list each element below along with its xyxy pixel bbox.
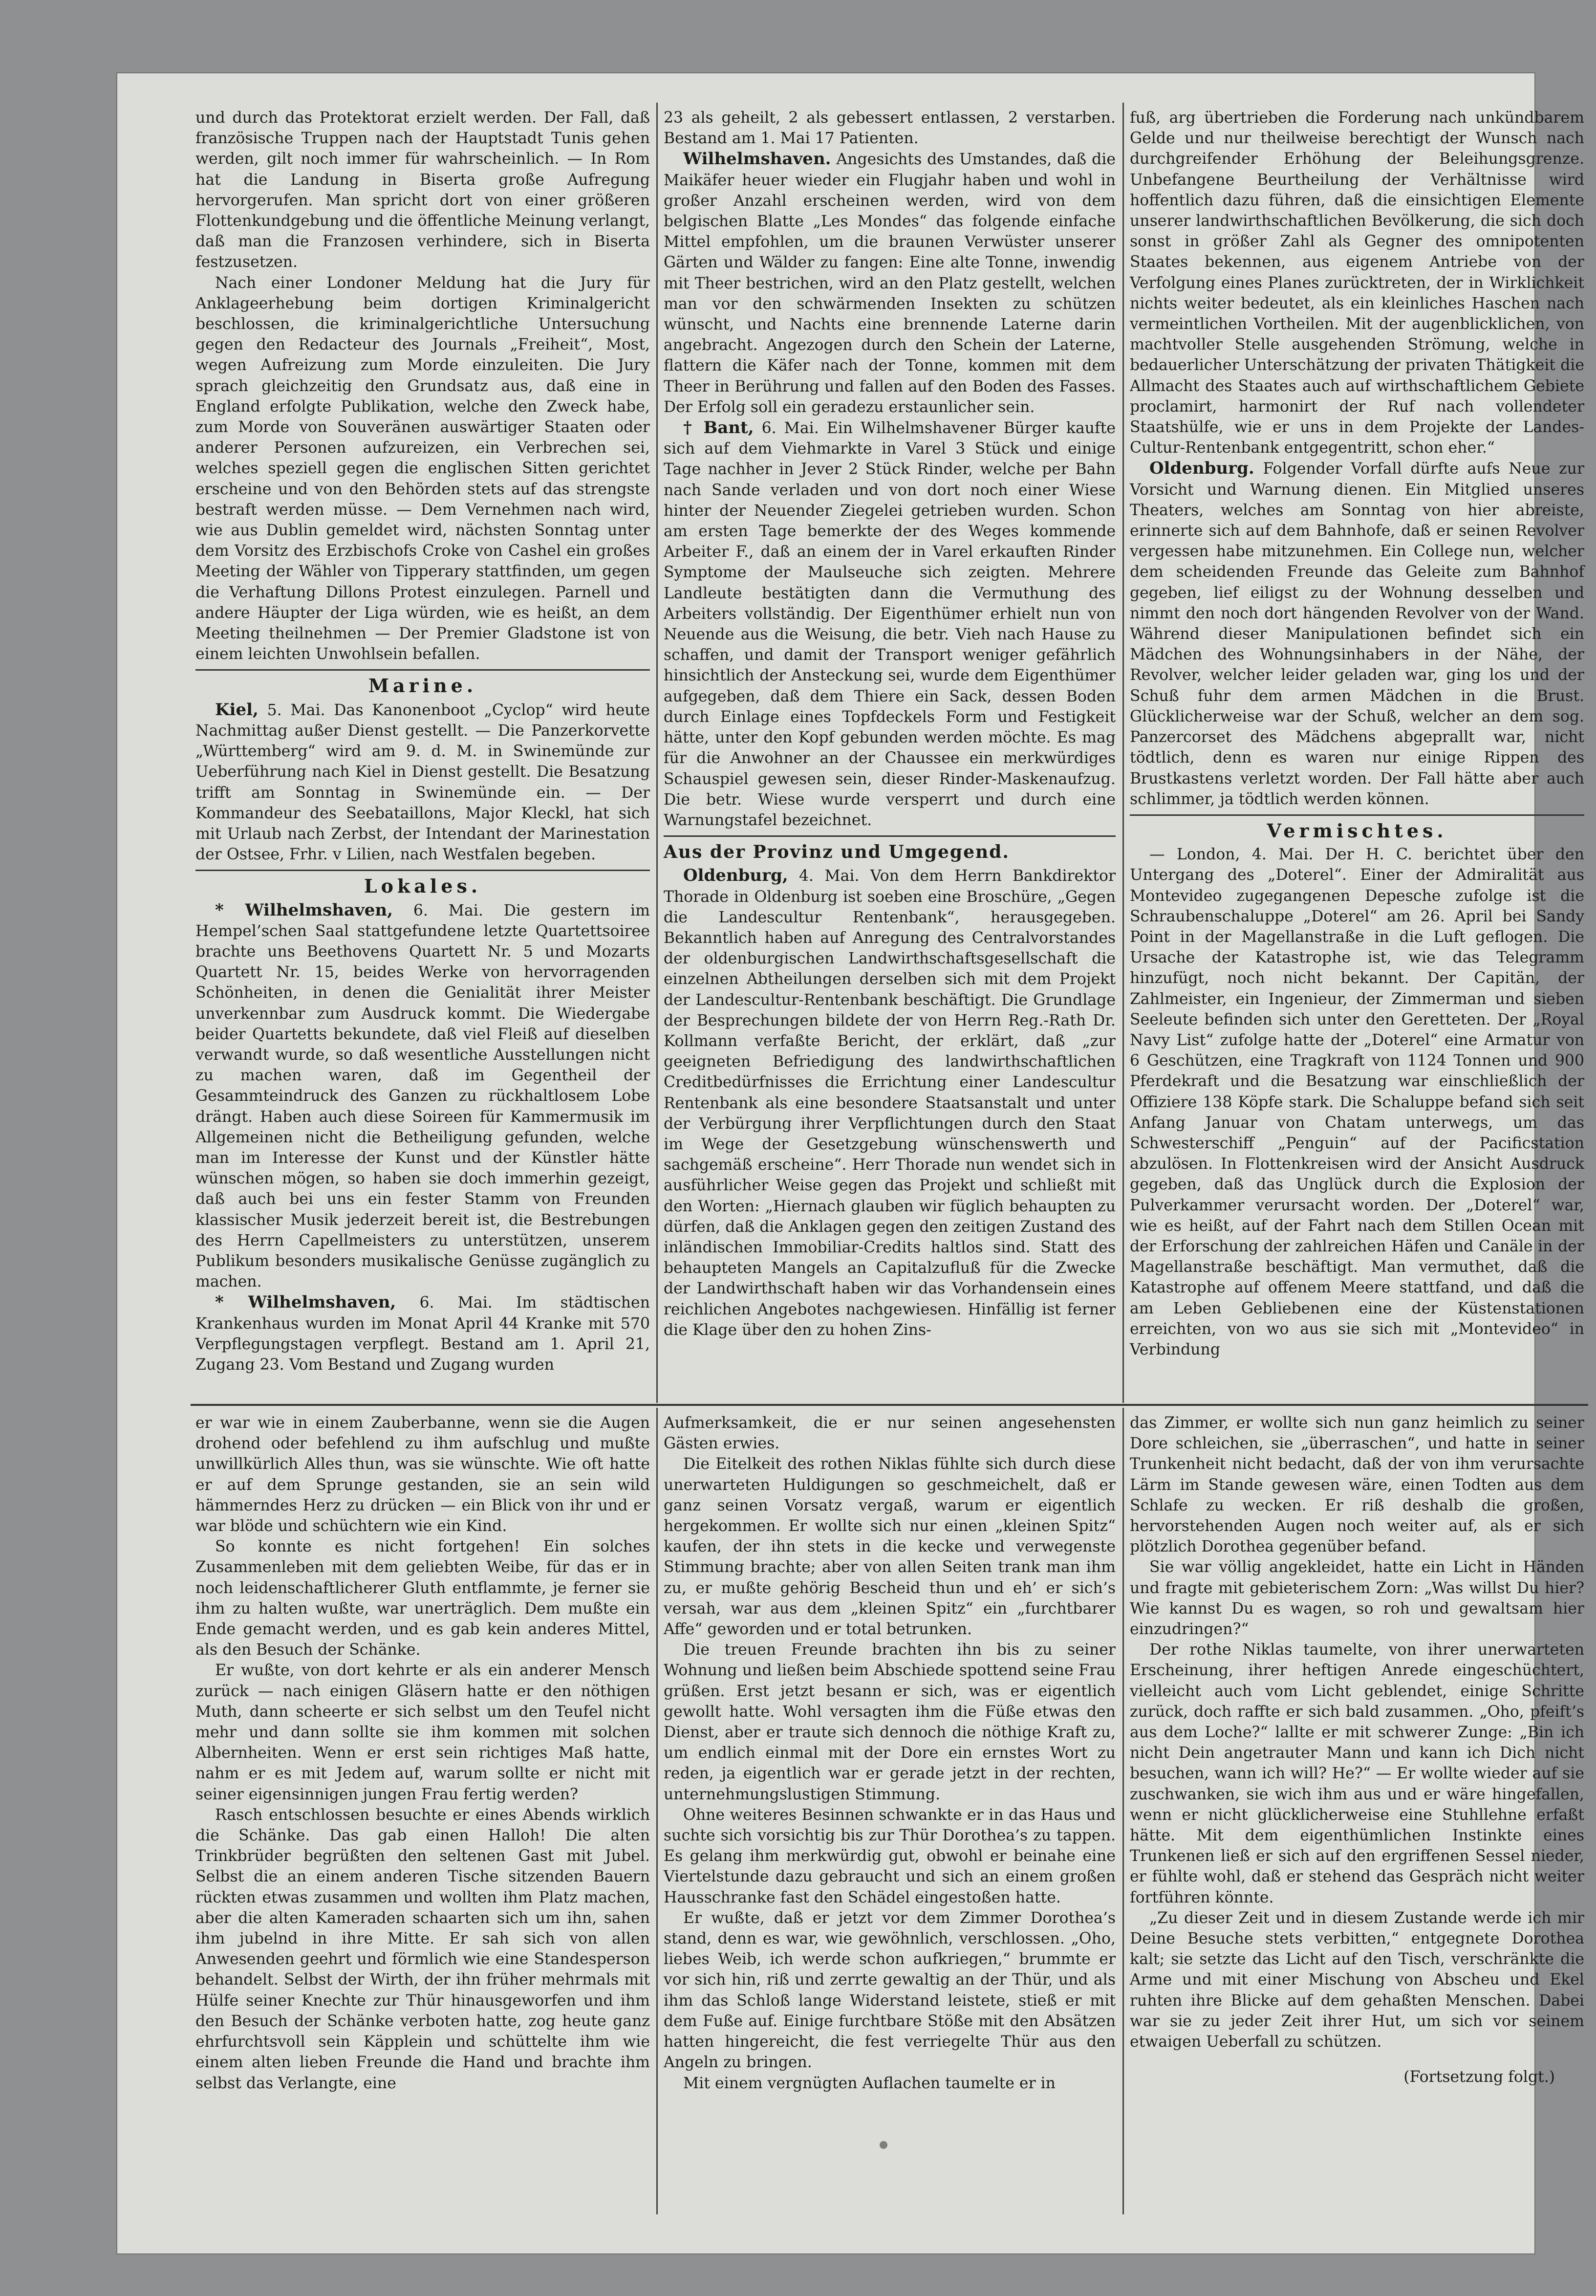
dateline-wilhelmshaven: * Wilhelmshaven,: [215, 1292, 396, 1312]
feuilleton-paragraph: Rasch entschlossen besuchte er eines Abends wirklich die Schänke. Das gab einen Halloh! Die alten Trinkbrüder begrüßten den seltenen Gast mit Jubel. Selbst die an einem anderen Tische sitzenden Bauern rückten etwas zusammen und wollten ihm Platz machen, aber die alten Kameraden schaarten sich um ihn, sahen ihm jubelnd in ihre Mitte. Er sah sich von allen Anwesenden geehrt und förmlich wie eine Standesperson behandelt. Selbst der Wirth, der ihn früher mehrmals mit Hülfe seiner Knechte zur Thür hinausgeworfen und ihm den Besuch der Schänke verboten hatte, zog heute ganz ehrfurchtsvoll sein Käpplein und schüttelte ihm wie einem alten lieben Freunde die Hand und brachte ihm selbst das Verlangte, eine: [195, 1806, 650, 2092]
article-rentenbank: [664, 865, 1116, 1340]
article-rentenbank-text: 4. Mai. Von dem Herrn Bankdirektor Thorade in Oldenburg ist soeben eine Broschüre, „Gegen die Landescultur Rentenbank“, herausgegeben. Bekanntlich haben auf Anregung des Centralvorstandes der oldenburgischen Landwirthschaftsgesellschaft die einzelnen Abtheilungen derselben sich mit dem Projekt der Landescultur-Rentenbank beschäftigt. Die Grundlage der Besprechungen bildete der von Herrn Reg.-Rath Dr. Kollmann verfaßte Bericht, der erklärt, daß „zur geeigneten Befriedigung des landwirthschaftlichen Creditbedürfnisses die Errichtung einer Landescultur Rentenbank als eine besondere Staatsanstalt und unter der Verbürgung ihrer Verpflichtungen durch den Staat im Wege der Gesetzgebung wünschenswerth und sachgemäß erscheine“. Herr Thorade nun wendet sich in ausführlicher Weise gegen das Projekt und schließt mit den Worten: „Hiernach glauben wir füglich behaupten zu dürfen, daß die Anklagen gegen den zeitigen Zustand des inländischen Immobiliar-Credits haltlos sind. Statt des behaupteten Mangels an Capitalzufluß für die Zwecke der Landwirthschaft haben wir das Vorhandensein eines reichlichen Angebotes nachgewiesen. Hinfällig ist ferner die Klage über den zu hohen Zins-: [664, 867, 1116, 1339]
dateline-oldenburg: Oldenburg,: [683, 866, 788, 886]
dateline-kiel: Kiel,: [215, 700, 259, 720]
feuilleton-paragraph: So konnte es nicht fortgehen! Ein solches Zusammenleben mit dem geliebten Weibe, für das er in noch leidenschaftlicherer Gluth entflammte, je ferner sie ihm zu halten wußte, war unerträglich. Dem mußte ein Ende gemacht werden, und es gab kein anderes Mittel, als den Besuch der Schänke.: [195, 1538, 650, 1659]
feuilleton-paragraph: Die treuen Freunde brachten ihn bis zu seiner Wohnung und ließen beim Abschiede spottend seine Frau grüßen. Erst jetzt besann er sich, was er eigentlich gewollt hatte. Wohl versagten ihm die Füße etwas den Dienst, aber er traute sich dennoch die nöthige Kraft zu, um endlich einmal mit der Dore ein ernstes Wort zu reden, ja eigentlich war er gerade jetzt in der rechten, unternehmungslustigen Stimmung.: [664, 1641, 1116, 1803]
feuilleton-paragraph: Aufmerksamkeit, die er nur seinen angesehensten Gästen erwies.: [664, 1414, 1116, 1453]
article-bant: [664, 417, 1116, 831]
article-krankenhaus: [195, 1292, 650, 1375]
article-revolver-text: Folgender Vorfall dürfte aufs Neue zur Vorsicht und Warnung dienen. Ein Mitglied unseres Theaters, welches am Sonntag von hier abreiste, erinnerte sich auf dem Bahnhofe, daß er seinen Revolver vergessen habe mitzunehmen. Ein College nun, welcher dem scheidenden Freunde das Geleite zum Bahnhof gegeben, lief eiligst zu der Wohnung desselben und nimmt den noch dort hängenden Revolver von der Wand. Während dieser Manipulationen befindet sich ein Mädchen des Wohnungsinhabers in der Nähe, der Revolver, welcher leider geladen war, ging los und der Schuß fuhr dem armen Mädchen in die Brust. Glücklicherweise war der Schuß, welcher an dem sog. Panzercorset des Mädchens abgeprallt war, nicht tödtlich, denn es waren nur einige Rippen des Brustkastens verletzt worden. Der Fall hätte aber auch schlimmer, ja tödtlich werden können.: [1130, 460, 1584, 808]
article-krankenhaus-text: 6. Mai. Im städtischen Krankenhaus wurden im Monat April 44 Kranke mit 570 Verpflegungstagen verpflegt. Bestand am 1. April 21, Zugang 23. Vom Bestand und Zugang wurden: [195, 1294, 650, 1374]
article-quartettsoiree: [195, 900, 650, 1292]
feuilleton-paragraph: das Zimmer, er wollte sich nun ganz heimlich zu seiner Dore schleichen, sie „überraschen“, und hatte in seiner Trunkenheit nicht bedacht, daß der von ihm verursachte Lärm im Stande gewesen wäre, einen Todten aus dem Schlafe zu wecken. Er riß deshalb die großen, hervorstehenden Augen noch weiter auf, als er sich plötzlich Dorothea gegenüber befand.: [1130, 1414, 1584, 1556]
section-heading-vermischtes: Vermischtes.: [1267, 819, 1447, 842]
column-1-news: [195, 108, 650, 1375]
article-london-jury: Nach einer Londoner Meldung hat die Jury für Anklageerhebung beim dortigen Kriminalgericht beschlossen, die kriminalgerichtliche Untersuchung gegen den Redacteur des Journals „Freiheit“, Most, wegen Aufreizung zum Morde einzuleiten. Die Jury sprach gleichzeitig den Grundsatz aus, daß eine in England erfolgte Publikation, welche den Zweck habe, zum Morde von Souveränen auswärtiger Staaten oder anderer Personen aufzureizen, ein Verbrechen sei, welches speziell gegen die englischen Sitten gerichtet erscheine und von den Behörden stets auf das strengste bestraft werden müsse. — Dem Vernehmen nach wird, wie aus Dublin gemeldet wird, nächsten Sonntag unter dem Vorsitz des Erzbischofs Croke von Cashel ein großes Meeting der Wähler von Tipperary stattfinden, um gegen die Verhaftung Dillons Protest einzulegen. Parnell und andere Häupter der Liga würden, wie es heißt, an dem Meeting theilnehmen — Der Premier Gladstone ist von einem leichten Unwohlsein befallen.: [195, 274, 650, 663]
article-krankenhaus-continued: 23 als geheilt, 2 als gebessert entlassen, 2 verstarben. Bestand am 1. Mai 17 Patienten.: [664, 109, 1116, 148]
newspaper-page: [117, 73, 1584, 2253]
feuilleton-paragraph: „Zu dieser Zeit und in diesem Zustande werde ich mir Deine Besuche stets verbitten,“ entgegnete Dorothea kalt; sie setzte das Licht auf den Tisch, verschränkte die Arme und mit einer Mischung von Abscheu und Ekel ruhten ihre Blicke auf dem gehaßten Menschen. Dabei war sie zu jeder Zeit ihrer Hut, um sich vor seinem etwaigen Ueberfall zu schützen.: [1130, 1909, 1584, 2051]
article-quartettsoiree-text: 6. Mai. Die gestern im Hempel’schen Saal stattgefundene letzte Quartettsoiree brachte uns Beethovens Quartett Nr. 5 und Mozarts Quartett Nr. 15, beides Werke von hervorragenden Schönheiten, in denen die Genialität ihrer Meister unverkennbar zum Ausdruck kommt. Die Wiedergabe beider Quartetts bekundete, daß viel Fleiß auf dieselben verwandt wurde, so daß wesentliche Ausstellungen nicht zu machen waren, daß im Gegentheil der Gesammteindruck des Ganzen zu rückhaltlosem Lobe drängt. Haben auch diese Soireen für Kammermusik im Allgemeinen nicht die Betheiligung gefunden, welche man im Interesse der Kunst und der Künstler hätte wünschen mögen, so haben sie doch immerhin gezeigt, daß auch bei uns ein fester Stamm von Freunden klassischer Musik jederzeit bereit ist, die Bestrebungen des Herrn Capellmeisters zu unterstützen, unserem Publikum besonders musikalische Genüsse zugänglich zu machen.: [195, 901, 650, 1291]
feuilleton-paragraph: er war wie in einem Zauberbanne, wenn sie die Augen drohend oder befehlend zu ihm aufschlug und mußte unwillkürlich Alles thun, was sie wünschte. Wie oft hatte er auf dem Sprunge gestanden, sie an sein wild hämmerndes Herz zu drücken — ein Blick von ihr und er war blöde und schüchtern wie ein Kind.: [195, 1414, 650, 1535]
article-doterel: — London, 4. Mai. Der H. C. berichtet über den Untergang des „Doterel“. Einer der Admiralität aus Montevideo zugegangenen Depesche zufolge ist die Schraubenschaluppe „Doterel“ am 26. April bei Sandy Point in der Magellanstraße in die Luft geflogen. Die Ursache der Katastrophe ist, wie das Telegramm hinzufügt, noch nicht bekannt. Der Capitän, der Zahlmeister, ein Ingenieur, der Zimmerman und sieben Seeleute befinden sich unter den Geretteten. Der „Royal Navy List“ zufolge hatte der „Doterel“ eine Armatur von 6 Geschützen, eine Tragkraft von 1124 Tonnen und 900 Pferdekraft und die Besatzung war einschließlich der Offiziere 138 Köpfe stark. Die Schaluppe befand sich seit Anfang Januar von Chatam unterwegs, um das Schwesterschiff „Penguin“ auf der Pacificstation abzulösen. In Flottenkreisen wird der Ansicht Ausdruck gegeben, daß das Unglück durch die Explosion der Pulverkammer verursacht worden. Der „Doterel“ war, wie es heißt, auf der Fahrt nach dem Stillen Ocean mit der Erforschung der zahlreichen Häfen und Canäle in der Magellanstraße beschäftigt. Man vermuthet, daß die Katastrophe auf offenem Meere stattfand, und daß die am Leben Gebliebenen eine der Küstenstationen erreichten, von wo aus sie sich mit „Montevideo“ in Verbindung: [1130, 846, 1584, 1358]
article-marine-kiel: [195, 700, 650, 865]
feuilleton-paragraph: Er wußte, von dort kehrte er als ein anderer Mensch zurück — nach einigen Gläsern hatte er den nöthigen Muth, dann scheerte er sich selbst um den Teufel nicht mehr und dann sollte sie ihm kommen mit solchen Albernheiten. Wenn er erst sein richtiges Maß hatte, nahm er es mit Jedem auf, warum sollte er nicht mit seiner eigensinnigen jungen Frau fertig werden?: [195, 1662, 650, 1803]
feuilleton-paragraph: Ohne weiteres Besinnen schwankte er in das Haus und suchte sich vorsichtig bis zur Thür Dorothea’s zu tappen. Es gelang ihm merkwürdig gut, obwohl er beinahe eine Viertelstunde dazu gebraucht und sich an einem großen Hausschranke fast den Schädel eingestoßen hatte.: [664, 1806, 1116, 1906]
dateline-wilhelmshaven: * Wilhelmshaven,: [215, 900, 393, 920]
feuilleton-paragraph: Der rothe Niklas taumelte, von ihrer unerwarteten Erscheinung, ihrer heftigen Anrede eingeschüchtert, vielleicht auch vom Licht geblendet, einige Schritte zurück, doch raffte er sich bald zusammen. „Oho, pfeift’s aus dem Loche?“ lallte er mit schwerer Zunge: „Bin ich nicht Dein angetrauter Mann und kann ich Dich nicht besuchen, wann ich will? He?“ — Er wollte wieder auf sie zuschwanken, sie wich ihm aus und er wäre hingefallen, wenn er nicht glücklicherweise eine Stuhllehne erfaßt hätte. Mit dem eigenthümlichen Instinkte eines Trunkenen ließ er sich auf den ergriffenen Sessel nieder, er fühlte wohl, daß er stehend das Gespräch nicht weiter fortführen könnte.: [1130, 1641, 1584, 1906]
article-rentenbank-continued: fuß, arg übertrieben die Forderung nach unkündbarem Gelde und nur theilweise berechtigt der Wunsch nach durchgreifender Erhöhung der Beleihungsgrenze. Unbefangene Beurtheilung der Verhältnisse wird hoffentlich dazu führen, daß die einsichtigen Elemente unserer landwirthschaftlichen Bevölkerung, die sich doch sonst in größer Zahl als Gegner des omnipotenten Staates bekennen, aus eigenem Antriebe von der Verfolgung eines Planes zurücktreten, der in Wirklichkeit nichts weiter bedeutet, als ein kleinliches Haschen nach vermeintlichen Vortheilen. Mit der augenblicklichen, von machtvoller Stelle ausgehenden Strömung, welche in bedauerlicher Unterschätzung der privaten Thätigkeit die Allmacht des Staates auch auf wirthschaftlichem Gebiete proclamirt, harmonirt der Ruf nach vollendeter Staatshülfe, wie er uns in dem Projekte der Landes-Cultur-Rentenbank entgegentritt, schon eher.“: [1130, 109, 1584, 457]
article-maikaefer: [664, 149, 1116, 417]
feuilleton-paragraph: Sie war völlig angekleidet, hatte ein Licht in Händen und fragte mit gebieterischem Zorn: „Was willst Du hier? Wie kannst Du es wagen, so roh und gewaltsam hier einzudringen?“: [1130, 1558, 1584, 1639]
feuilleton-paragraph: Er wußte, daß er jetzt vor dem Zimmer Dorothea’s stand, denn es war, wie gewöhnlich, verschlossen. „Oho, liebes Weib, ich werde schon aufkriegen,“ brummte er vor sich hin, riß und zerrte gewaltig an der Thür, und als ihm das Schloß lange Widerstand leistete, stieß er mit dem Fuße auf. Einige furchtbare Stöße mit den Absätzen hatten hingereicht, die fest verriegelte Thür aus den Angeln zu bringen.: [664, 1909, 1116, 2072]
dateline-wilhelmshaven: Wilhelmshaven.: [683, 149, 831, 169]
article-revolver: [1130, 458, 1584, 809]
section-divider: [664, 835, 1116, 837]
article-tunis-continued: und durch das Protektorat erzielt werden. Der Fall, daß französische Truppen nach der Hauptstadt Tunis gehen werden, gilt noch immer für wahrscheinlich. — In Rom hat die Landung in Biserta große Aufregung hervorgerufen. Man spricht dort von einer größeren Flottenkundgebung und die öffentliche Meinung verlangt, daß man die Franzosen verhindere, sich in Biserta festzusetzen.: [195, 109, 650, 271]
article-bant-text: 6. Mai. Ein Wilhelmshavener Bürger kaufte sich auf dem Viehmarkte in Varel 3 Stück und einige Tage nachher in Jever 2 Stück Rinder, welche per Bahn nach Sande verladen und von dort noch einer Wiese hinter der Neuender Ziegelei getrieben wurden. Schon am ersten Tage bemerkte der des Weges kommende Arbeiter F., daß an einem der in Varel erkauften Rinder Symptome der Maulseuche sich zeigten. Mehrere Landleute bestätigten dann die Vermuthung des Arbeiters vollständig. Der Eigenthümer erhielt nun von Neuende aus die Weisung, die betr. Vieh nach Hause zu schaffen, und damit der Transport weniger gefährlich hinsichtlich der Ansteckung sei, wurde dem Eigenthümer aufgegeben, daß dem Thiere ein Sack, dessen Boden durch Einlage eines Topfdeckels Form und Festigkeit hätte, unter den Kopf gebunden werden möchte. Es mag für die Anwohner an der Chaussee ein merkwürdiges Schauspiel gewesen sein, dieser Rinder-Maskenaufzug. Die betr. Wiese wurde versperrt und durch eine Warnungstafel bezeichnet.: [664, 419, 1116, 829]
column-3-news: [1130, 108, 1584, 1360]
column-rule: [1122, 103, 1124, 1403]
section-divider: [195, 669, 650, 671]
column-rule: [656, 103, 658, 1403]
section-heading-provinz: Aus der Provinz und Umgegend.: [664, 842, 1010, 863]
section-divider: [1130, 814, 1584, 816]
feuilleton-column-1: [195, 1413, 650, 2094]
feuilleton-paragraph: Mit einem vergnügten Auflachen taumelte er in: [683, 2074, 1056, 2092]
feuilleton-paragraph: Die Eitelkeit des rothen Niklas fühlte sich durch diese unerwarteten Huldigungen so geschmeichelt, daß er ganz seinen Vorsatz vergaß, warum er eigentlich hergekommen. Er wollte sich nur einen „kleinen Spitz“ kaufen, der ihn stets in die kecke und verwegenste Stimmung brachte; aber von allen Seiten trank man ihm zu, er mußte gehörig Bescheid thun und eh’ er sich’s versah, war aus dem „kleinen Spitz“ ein „furchtbarer Affe“ geworden und er total betrunken.: [664, 1455, 1116, 1639]
feuilleton-column-3: [1130, 1413, 1584, 2088]
section-heading-marine: Marine.: [368, 675, 477, 697]
article-maikaefer-text: Angesichts des Umstandes, daß die Maikäfer heuer wieder ein Flugjahr haben und wohl in großer Anzahl erscheinen werden, wird von dem belgischen Blatte „Les Mondes“ das folgende einfache Mittel empfohlen, um die braunen Verwüster unserer Gärten und Wälder zu fangen: Eine alte Tonne, inwendig mit Theer bestrichen, wird an den Platz gestellt, welchen man vor den schwärmenden Insekten zu schützen wünscht, und Nachts eine brennende Laterne darin angebracht. Angezogen durch den Schein der Laterne, flattern die Käfer nach der Tonne, kommen mit dem Theer in Berührung und fallen auf den Boden des Fasses. Der Erfolg soll ein geradezu erstaunlicher sein.: [664, 151, 1116, 416]
article-marine-text: 5. Mai. Das Kanonenboot „Cyclop“ wird heute Nachmittag außer Dienst gestellt. — Die Panzerkorvette „Württemberg“ wird am 9. d. M. in Swinemünde zur Ueberführung nach Kiel in Dienst gestellt. Die Besatzung trifft am Sonntag in Swinemünde ein. — Der Kommandeur des Seebataillons, Major Kleckl, hat sich mit Urlaub nach Zerbst, der Intendant der Marinestation der Ostsee, Frhr. v Lilien, nach Westfalen begeben.: [195, 701, 650, 864]
paper-blemish: [880, 2141, 887, 2149]
section-divider: [195, 870, 650, 871]
feuilleton-separator: [191, 1404, 1588, 1406]
feuilleton-column-2: [664, 1413, 1116, 2094]
fortsetzung-note: (Fortsetzung folgt.): [1403, 2068, 1555, 2086]
section-heading-lokales: Lokales.: [364, 875, 482, 897]
column-2-news: [664, 108, 1116, 1340]
dateline-oldenburg: Oldenburg.: [1149, 459, 1254, 479]
column-rule: [656, 1408, 658, 2214]
column-rule: [1122, 1408, 1124, 2214]
dateline-bant: † Bant,: [683, 418, 754, 438]
